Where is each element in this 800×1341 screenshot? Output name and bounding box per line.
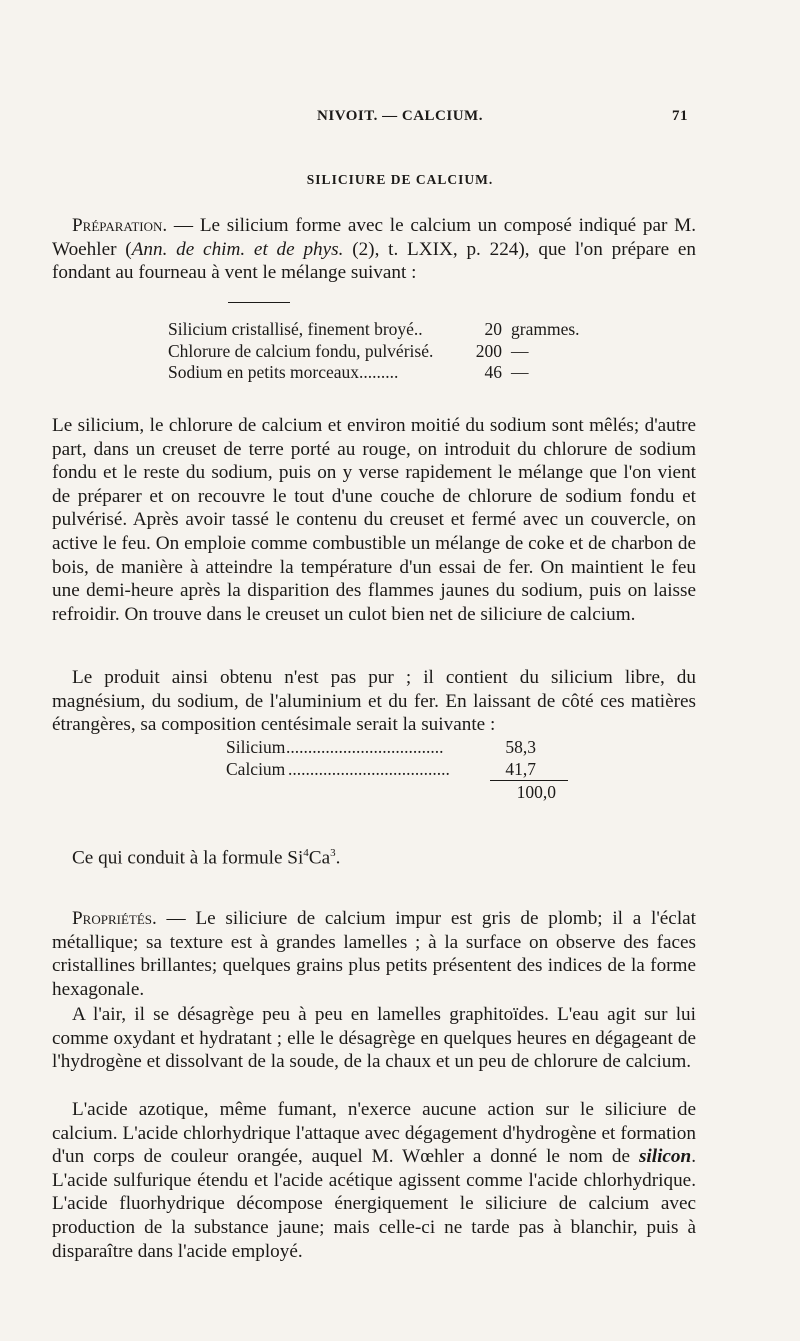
preparation-paragraph <box>52 214 696 285</box>
ingredient-name: Silicium cristallisé, finement broyé.. <box>168 319 423 339</box>
table-top-rule <box>228 302 290 303</box>
citation: Ann. de chim. et de phys. <box>131 238 344 260</box>
acid-paragraph <box>52 1098 696 1263</box>
formula-sub-1: 4 <box>303 847 309 859</box>
mixture-row <box>168 362 598 384</box>
formula-paragraph: Ce qui conduit à la formule Si$^4$Ca$^3$. <box>72 847 341 869</box>
ingredient-qty: 46 <box>484 362 502 382</box>
acid-text-a: L'acide azotique, même fumant, n'exerce aucune action sur le siliciure de calcium. L'acide chlorhydrique l'attaque avec dégagement d'hydrogène et formation d'un corps de couleur orangée, auquel M. Wœhler a donné le nom de <box>52 1099 696 1168</box>
formula-middle: Ca <box>308 847 331 869</box>
element-percent: 41,7 <box>505 758 536 779</box>
preparation-label: Préparation. <box>72 215 168 236</box>
element-percent: 58,3 <box>505 737 536 757</box>
impurity-paragraph <box>52 666 696 737</box>
ingredient-name: Chlorure de calcium fondu, pulvérisé. <box>168 340 434 361</box>
composition-row <box>226 737 556 759</box>
element-name: Silicium <box>226 737 286 757</box>
total-rule <box>490 780 568 781</box>
section-title: SILICIURE DE CALCIUM. <box>306 172 494 187</box>
ingredient-unit: — <box>511 340 529 361</box>
mixture-row <box>168 319 598 341</box>
running-title: NIVOIT. — CALCIUM. <box>317 108 483 124</box>
ingredient-unit: — <box>511 362 529 382</box>
page-number: 71 <box>672 108 688 124</box>
impurity-text: Le produit ainsi obtenu n'est pas pur ; il contient du silicium libre, du magnésium, du sodium, de l'aluminium et du fer. En laissant de côté ces matières étrangères, sa composition centésimale serait la suivante : <box>52 667 696 736</box>
procedure-paragraph <box>52 414 696 626</box>
mixture-table <box>168 319 598 384</box>
composition-table <box>226 737 556 780</box>
ingredient-qty: 200 <box>475 340 502 361</box>
formula-text: Ce qui conduit à la formule Si <box>72 847 304 869</box>
total-percent: 100,0 <box>516 782 556 802</box>
leader-dots: .................................... <box>286 737 444 757</box>
composition-total <box>496 782 556 804</box>
leader-dots: ..................................... <box>288 758 450 779</box>
properties-label: Propriétés. <box>72 908 157 929</box>
ingredient-qty: 20 <box>484 319 502 339</box>
ingredient-name: Sodium en petits morceaux......... <box>168 362 399 382</box>
formula-sub-2: 3 <box>330 847 336 859</box>
acid-text-b: . L'acide sulfurique étendu et l'acide acétique agissent comme l'acide chlorhydrique. L'acide fluorhydrique décompose énergiquement le siliciure de calcium avec production de la substance jaune; mais celle-ci ne tarde pas à blanchir, puis à disparaître dans l'acide employé. <box>52 1146 696 1262</box>
air-text: A l'air, il se désagrège peu à peu en lamelles graphitoïdes. L'eau agit sur lui comme oxydant et hydratant ; elle le désagrège en quelques heures en dégageant de l'hydrogène et dissolvant de la soude, de la chaux et un peu de chlorure de calcium. <box>52 1004 696 1073</box>
procedure-text: Le silicium, le chlorure de calcium et environ moitié du sodium sont mêlés; d'autre part, dans un creuset de terre porté au rouge, on introduit du chlorure de sodium fondu et le reste du sodium, puis on y verse rapidement le mélange que l'on vient de préparer et on recouvre le tout d'une couche de chlorure de sodium fondu et pulvérisé. Après avoir tassé le contenu du creuset et fermé avec un couvercle, on active le feu. On emploie comme combustible un mélange de coke et de charbon de bois, de manière à atteindre la température d'un essai de fer. On maintient le feu une demi-heure après la disparition des flammes jaunes du sodium, puis on laisse refroidir. On trouve dans le creuset un culot bien net de siliciure de calcium. <box>52 415 696 625</box>
properties-paragraph <box>52 907 696 1001</box>
ingredient-unit: grammes. <box>511 319 580 339</box>
properties-text: — Le siliciure de calcium impur est gris de plomb; il a l'éclat métallique; sa texture est à grandes lamelles ; à la surface on observe des faces cristallines brillantes; quelques grains plus petits présentent des indices de la forme hexagonale. <box>52 908 696 1000</box>
silicon-term: silicon <box>638 1146 692 1168</box>
preparation-text-a: — Le silicium forme avec le calcium un composé indiqué par M. Woehler ( <box>52 215 696 260</box>
preparation-text-b: (2), t. LXIX, p. 224), que l'on prépare en fondant au fourneau à vent le mélange suivant : <box>52 238 696 284</box>
air-paragraph <box>52 1003 696 1074</box>
mixture-row <box>168 341 598 363</box>
composition-row <box>226 759 556 781</box>
element-name: Calcium <box>226 758 286 779</box>
